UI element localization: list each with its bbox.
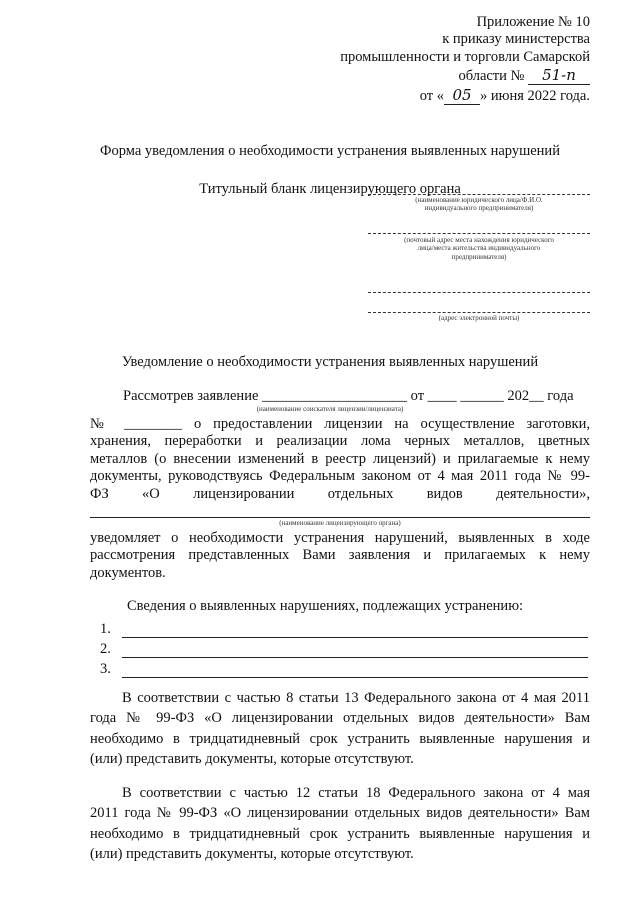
paragraph-3-line-1: В соответствии с частью 8 статьи 13 Федерального закона от 4 мая 2011 <box>122 690 590 706</box>
recipient-address-line <box>368 233 590 234</box>
paragraph-2 <box>90 530 590 582</box>
appendix-line-2: к приказу министерства <box>442 31 590 48</box>
recipient-extra-line <box>368 292 590 293</box>
violation-item-1-line <box>122 637 588 638</box>
violation-item-3-line <box>122 677 588 678</box>
authority-line <box>90 517 590 518</box>
recipient-name-label <box>368 196 590 213</box>
notice-title: Уведомление о необходимости устранения выявленных нарушений <box>121 354 539 370</box>
recipient-address-label-1: (почтовый адрес места нахождения юридического <box>404 236 554 244</box>
paragraph-4-line-4: (или) представить документы, которые отсутствуют. <box>90 845 414 862</box>
violation-item-3-number: 3. <box>100 661 111 677</box>
recipient-name-label-1: (наименование юридического лица/Ф.И.О. <box>415 196 543 204</box>
day-handwritten: 05 <box>444 86 480 105</box>
violation-item-2-line <box>122 657 588 658</box>
paragraph-3-line-2: года № 99-ФЗ «О лицензировании отдельных видов деятельности» Вам <box>90 710 590 727</box>
appendix-line-1: Приложение № 10 <box>476 14 590 30</box>
violations-heading: Сведения о выявленных нарушениях, подлежащих устранению: <box>127 598 524 614</box>
paragraph-1-line-3: металлов (о внесении изменений в реестр лицензий) и прилагаемые к нему <box>90 450 590 467</box>
appendix-block <box>300 14 590 105</box>
violation-item-1-number: 1. <box>100 621 111 637</box>
paragraph-2-line-3: документов. <box>90 564 166 581</box>
appendix-number-line <box>300 66 590 85</box>
appendix-date-line <box>300 86 590 105</box>
form-title: Форма уведомления о необходимости устранения выявленных нарушений <box>100 143 560 159</box>
order-number-handwritten: 51-п <box>528 66 590 85</box>
recipient-name-line <box>368 194 590 195</box>
applicant-label: (наименование соискателя лицензии/лицензиата) <box>256 405 404 413</box>
paragraph-4 <box>90 783 590 864</box>
intro-line: Рассмотрев заявление ____________________ от ____ ______ 202__ года <box>123 388 574 404</box>
recipient-email-label: (адрес электронной почты) <box>438 314 520 322</box>
recipient-name-label-2: индивидуального предпринимателя) <box>424 204 534 213</box>
paragraph-2-line-1: уведомляет о необходимости устранения нарушений, выявленных в ходе <box>90 530 590 546</box>
paragraph-2-line-2: рассмотрения представленных Вами заявления и прилагаемых к нему <box>90 547 590 564</box>
recipient-email-line <box>368 312 590 313</box>
recipient-address-label-2: лица/места жительства индивидуального <box>417 244 541 253</box>
paragraph-4-line-2: 2011 года № 99-ФЗ «О лицензировании отдельных видов деятельности» Вам <box>90 805 590 822</box>
paragraph-1-line-2: хранения, переработки и реализации лома черных металлов, цветных <box>90 433 590 450</box>
date-prefix: от « <box>419 87 444 104</box>
appendix-line-3: промышленности и торговли Самарской <box>340 48 590 65</box>
paragraph-4-line-3: необходимо в тридцатидневный срок устранить выявленные нарушения и <box>90 825 590 842</box>
paragraph-1-line-5: ФЗ «О лицензировании отдельных видов деятельности», <box>90 485 590 502</box>
paragraph-3 <box>90 688 590 769</box>
appendix-number-prefix: области № <box>458 68 525 85</box>
paragraph-4-line-1: В соответствии с частью 12 статьи 18 Федерального закона от 4 мая <box>122 785 590 801</box>
recipient-address-label-3: предпринимателя) <box>451 252 507 261</box>
paragraph-1-line-1: № ________ о предоставлении лицензии на осуществление заготовки, <box>90 416 590 432</box>
paragraph-3-line-4: (или) представить документы, которые отсутствуют. <box>90 750 414 767</box>
date-suffix: » июня 2022 года. <box>479 87 590 104</box>
recipient-address-label <box>368 236 590 261</box>
paragraph-1 <box>90 416 590 503</box>
paragraph-3-line-3: необходимо в тридцатидневный срок устранить выявленные нарушения и <box>90 730 590 747</box>
paragraph-1-line-4: документы, руководствуясь Федеральным законом от 4 мая 2011 года № 99- <box>90 468 590 485</box>
authority-label: (наименование лицензирующего органа) <box>279 519 401 527</box>
violation-item-2-number: 2. <box>100 641 111 657</box>
letterhead-title: Титульный бланк лицензирующего органа <box>199 181 461 197</box>
